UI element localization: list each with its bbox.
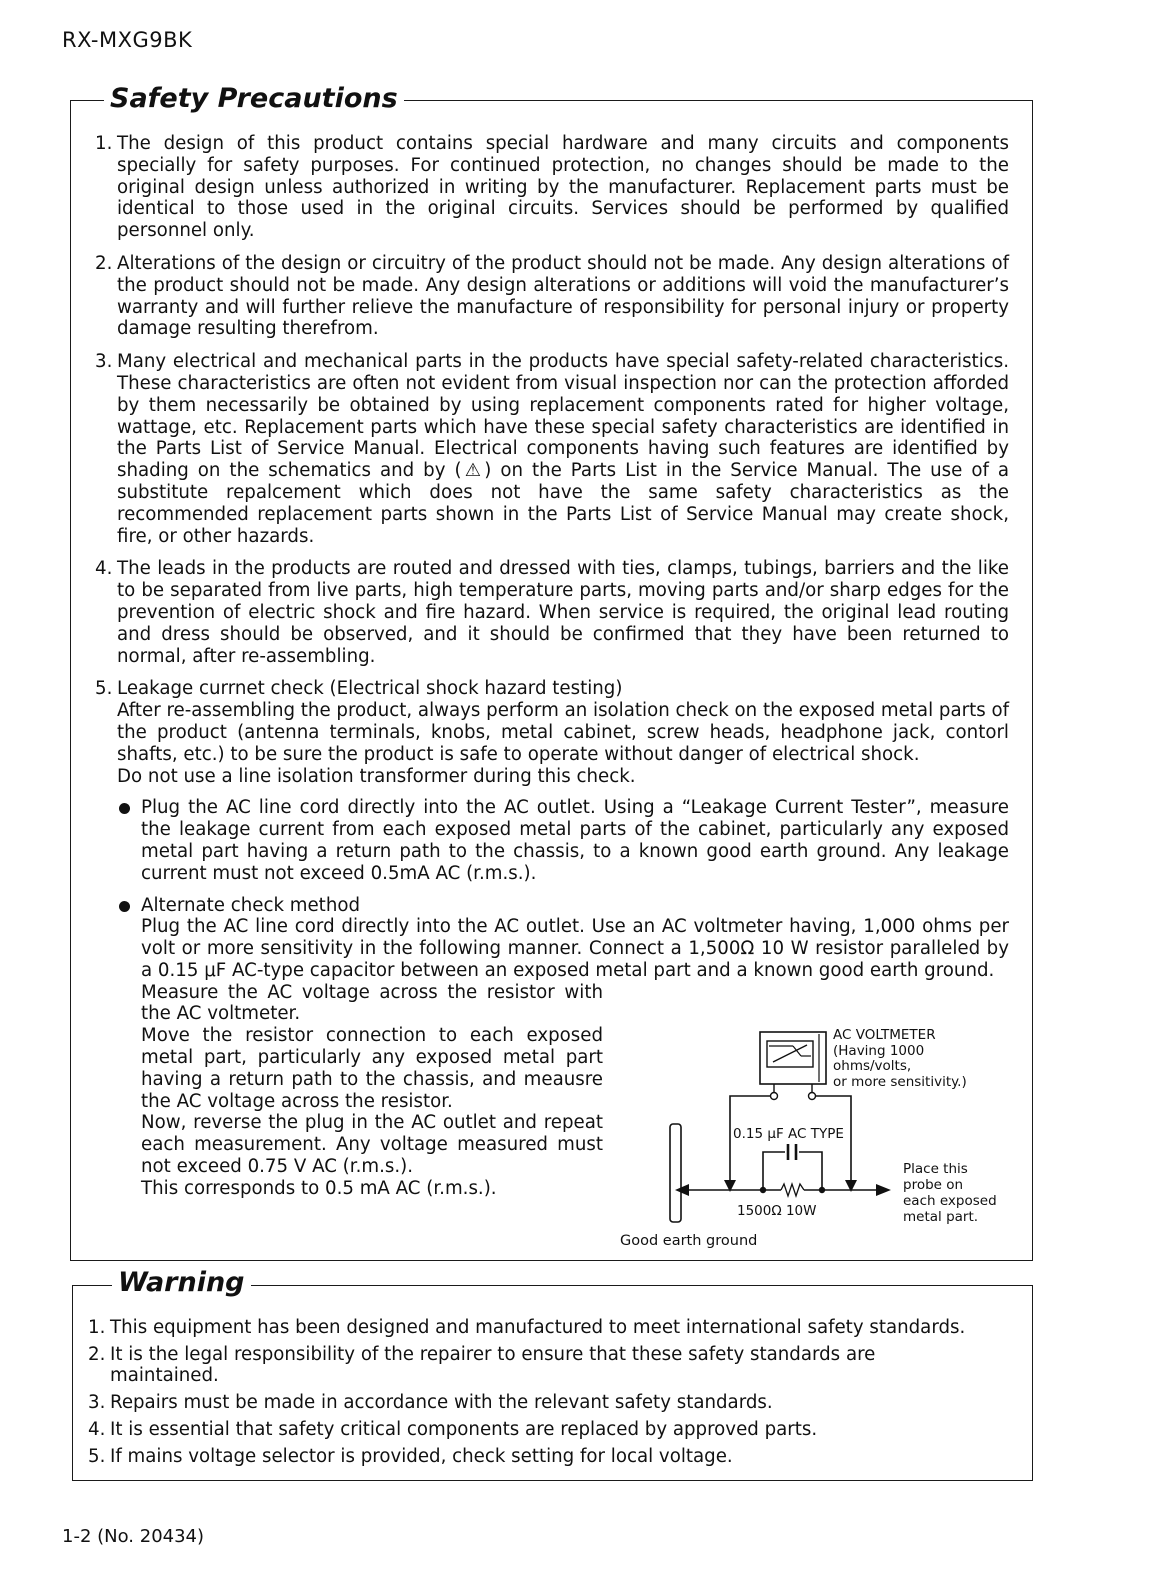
item-number: 4. [88,1419,106,1440]
item-number: 2. [95,252,113,274]
voltmeter-label-4: or more sensitivity.) [833,1074,967,1090]
warning-item-4 [88,1419,1018,1440]
voltmeter-label-2: (Having 1000 [833,1043,925,1059]
step-corresponds: This corresponds to 0.5 mA AC (r.m.s.). [141,1177,497,1199]
item-text: It is the legal responsibility of the repairer to ensure that these safety standards are maintained. [110,1344,876,1386]
probe-label-2: probe on [903,1177,964,1193]
item-text: It is essential that safety critical components are replaced by approved parts. [110,1419,818,1440]
safety-item-2 [95,253,1009,340]
item-number: 1. [88,1317,106,1338]
warning-item-2 [88,1344,950,1386]
alternate-method-steps [141,982,603,1200]
safety-item-3 [95,351,1009,547]
isolation-transformer-note: Do not use a line isolation transformer during this check. [117,765,636,787]
item-text: Repairs must be made in accordance with the relevant safety standards. [110,1392,773,1413]
item-number: 2. [88,1344,106,1365]
item-text: The design of this product contains special hardware and many circuits and components specially for safety purposes. For continued protection, no changes should be made to the original design unless authorized in writing by the manufacturer. Replacement parts must be identical to those used in the original circuits. Services should be performed by qualified personnel only. [117,133,1009,242]
resistor-label: 1500Ω 10W [737,1203,817,1219]
step-reverse-plug: Now, reverse the plug in the AC outlet and repeat each measurement. Any voltage measured must not exceed 0.75 V AC (r.m.s.). [141,1112,603,1178]
leakage-check-text: After re-assembling the product, always perform an isolation check on the exposed metal parts of the product (antenna terminals, knobs, metal cabinet, screw heads, headphone jack, contorl shafts, etc.) to be sure the product is safe to operate without danger of electrical shock. [117,700,1009,765]
item-number: 1. [95,133,113,154]
bullet-leakage-tester [117,797,1009,884]
model-number: RX-MXG9BK [62,28,193,52]
wire-capacitor-left [763,1152,785,1188]
item-number: 3. [88,1392,106,1413]
page-footer: 1-2 (No. 20434) [62,1526,205,1547]
wire-voltmeter-left [730,1096,770,1188]
ground-arrow [675,1184,689,1196]
wire-capacitor-right [799,1152,822,1188]
resistor-zigzag [781,1184,804,1196]
item-number: 5. [95,678,113,700]
item-text: If mains voltage selector is provided, check setting for local voltage. [110,1446,733,1467]
item-number: 3. [95,351,113,373]
warning-item-1 [88,1317,1018,1338]
item-text: The leads in the products are routed and dressed with ties, clamps, tubings, barriers and the like to be separated from live parts, high temperature parts, moving parts and/or sharp edges for the prevention of electric shock and fire hazard. When service is required, the original lead routing and dress should be observed, and it should be confirmed that they have been returned to normal, after re-assembling. [117,558,1009,667]
item-number: 4. [95,558,113,580]
safety-item-4 [95,558,1009,667]
voltmeter-terminal-right [809,1093,816,1100]
probe-label-1: Place this [903,1161,968,1177]
bullet-dot [119,803,130,814]
probe-label-4: metal part. [903,1209,979,1225]
junction-left [760,1187,766,1193]
bullet-dot [119,901,130,912]
warning-title: Warning [112,1266,251,1300]
voltmeter-needle [773,1045,807,1062]
alternate-method-heading: Alternate check method [141,894,361,916]
voltmeter-terminal-left [771,1093,778,1100]
item-text: Alterations of the design or circuitry of the product should not be made. Any design alterations of the product should not be made. Any design alterations or additions will void the manufacturer’s warranty and will further relieve the manufacture of responsibility for personal injury or property damage resulting therefrom. [117,252,1009,340]
voltmeter-label-1: AC VOLTMETER [833,1027,936,1043]
warning-item-5 [88,1446,1018,1467]
probe-label-3: each exposed [903,1193,997,1209]
item-text: This equipment has been designed and manufactured to meet international safety standards. [110,1317,966,1338]
voltmeter-body [760,1032,826,1084]
leakage-check-heading: Leakage currnet check (Electrical shock hazard testing) [117,678,623,700]
capacitor-label: 0.15 μF AC TYPE [733,1126,844,1142]
step-move-resistor: Move the resistor connection to each exposed metal part, particularly any exposed metal part having a return path to the chassis, and meausre the AC voltage across the resistor. [141,1025,603,1112]
junction-right [819,1187,825,1193]
safety-item-1 [95,133,1009,242]
safety-precautions-title: Safety Precautions [104,82,404,116]
step-measure: Measure the AC voltage across the resistor with the AC voltmeter. [141,981,603,1025]
item-text: Many electrical and mechanical parts in the products have special safety-related characteristics. These characteristics are often not evident from visual inspection nor can the protection afforded by them necessarily be obtained by using replacement components rated for higher voltage, wattage, etc. Replacement parts which have these special safety characteristics are identified in the Parts List of Service Manual. Electrical components having such features are identified by shading on the schematics and by (⚠) on the Parts List in the Service Manual. The use of a substitute repalcement which does not have the same safety characteristics as the recommended replacement parts shown in the Parts List of Service Manual may create shock, fire, or other hazards. [117,351,1009,547]
voltmeter-label-3: ohms/volts, [833,1058,912,1074]
alternate-method-text: Plug the AC line cord directly into the AC outlet. Use an AC voltmeter having, 1,000 ohms per volt or more sensitivity in the following manner. Connect a 1,500Ω 10 W resistor paralleled by a 0.15 μF AC-type capacitor between an exposed metal part and a known good earth ground. [141,916,1009,981]
ground-label: Good earth ground [620,1233,758,1249]
warning-content [88,1317,1018,1473]
leakage-test-diagram [607,1022,1027,1252]
bullet-text: Plug the AC line cord directly into the AC outlet. Using a “Leakage Current Tester”, measure the leakage current from each exposed metal parts of the cabinet, particularly any exposed metal part having a return path to the chassis, to a known good earth ground. Any leakage current must not exceed 0.5mA AC (r.m.s.). [141,797,1009,884]
item-number: 5. [88,1446,106,1467]
ground-rod [670,1124,681,1222]
warning-item-3 [88,1392,1018,1413]
probe-arrow [876,1184,891,1196]
